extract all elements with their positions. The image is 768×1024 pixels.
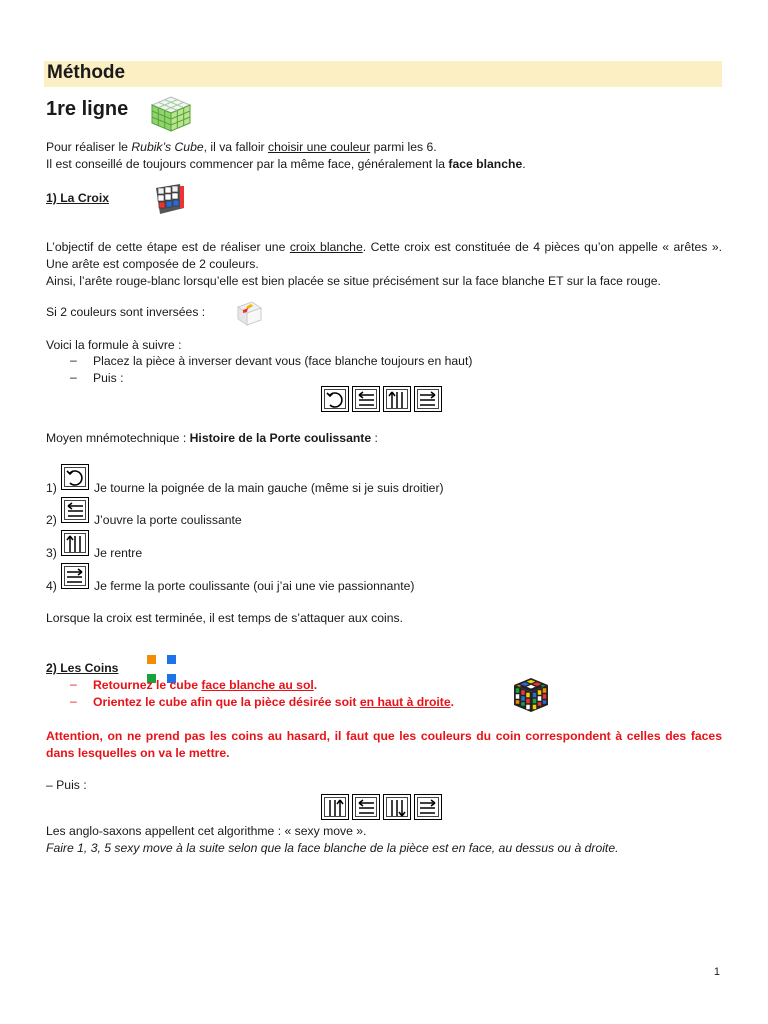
arrow-left-move-icon xyxy=(61,497,89,523)
coins-item-1: Retournez le cube face blanche au sol. xyxy=(93,678,318,692)
list-item: Placez la pièce à inverser devant vous (face blanche toujours en haut) xyxy=(93,354,473,368)
intro-line-1: Pour réaliser le Rubik’s Cube, il va falloir choisir une couleur parmi les 6. xyxy=(46,140,437,154)
step-text: Je ferme la porte coulissante (oui j’ai une vie passionnante) xyxy=(94,579,415,593)
page-title: 1re ligne xyxy=(46,98,129,120)
step-1: 1) xyxy=(46,481,57,495)
step-text: J’ouvre la porte coulissante xyxy=(94,513,242,527)
rotate-left-move-icon xyxy=(61,464,89,490)
step-text: Je tourne la poignée de la main gauche (même si je suis droitier) xyxy=(94,481,444,495)
dash: – xyxy=(70,370,77,384)
arrow-down-move-icon xyxy=(383,794,411,820)
banner-title: Méthode xyxy=(47,62,126,83)
page-number: 1 xyxy=(713,966,720,978)
sexy-move-instruction: Faire 1, 3, 5 sexy move à la suite selon que la face blanche de la pièce est en face, au dessus ou à droite. xyxy=(46,841,619,855)
arrow-left-move-icon xyxy=(352,794,380,820)
formula-intro: Voici la formule à suivre : xyxy=(46,338,182,352)
scrambled-cube-image xyxy=(512,676,550,714)
arrow-left-move-icon xyxy=(352,386,380,412)
dash: – xyxy=(70,694,77,708)
arrow-up-move-icon xyxy=(383,386,411,412)
arrow-right-move-icon xyxy=(414,386,442,412)
intro-line-2: Il est conseillé de toujours commencer par la même face, généralement la face blanche. xyxy=(46,157,526,171)
dash: – xyxy=(70,353,77,367)
cross-cube-image xyxy=(152,182,188,218)
white-face-cube-image xyxy=(150,95,192,133)
croix-conclusion: Lorsque la croix est terminée, il est temps de s’attaquer aux coins. xyxy=(46,611,403,625)
warning-text: Attention, on ne prend pas les coins au hasard, il faut que les couleurs du coin correspondent à celles des faces dans lesquelles on va le mettre. xyxy=(46,729,722,760)
orange-square-icon xyxy=(147,655,156,664)
list-item: Puis : xyxy=(93,371,124,385)
blue-square-icon xyxy=(167,655,176,664)
arrow-up-move-icon xyxy=(321,794,349,820)
step-2: 2) xyxy=(46,513,57,527)
arrow-right-move-icon xyxy=(414,794,442,820)
step-3: 3) xyxy=(46,546,57,560)
coins-heading: 2) Les Coins xyxy=(46,661,119,675)
rotate-left-move-icon xyxy=(321,386,349,412)
edge-piece-image xyxy=(234,299,264,327)
move-sequence-croix xyxy=(321,386,445,413)
section-banner xyxy=(44,61,722,87)
step-text: Je rentre xyxy=(94,546,143,560)
inverted-colors-text: Si 2 couleurs sont inversées : xyxy=(46,305,206,319)
move-sequence-coins xyxy=(321,794,445,821)
dash: – xyxy=(70,677,77,691)
anglo-saxon-text: Les anglo-saxons appellent cet algorithme : « sexy move ». xyxy=(46,824,367,838)
step-4: 4) xyxy=(46,579,57,593)
puis-text: – Puis : xyxy=(46,778,87,792)
croix-heading: 1) La Croix xyxy=(46,191,109,205)
croix-paragraph-1: L’objectif de cette étape est de réaliser une croix blanche. Cette croix est constituée de 4 pièces qu’on appelle « arêtes ». Une arête est composée de 2 couleurs. Ainsi, l’arête rouge-blanc lorsqu’elle est bien placée se situe précisément sur la face blanche ET sur la face rouge. xyxy=(46,240,723,288)
mnemonic-line: Moyen mnémotechnique : Histoire de la Porte coulissante : xyxy=(46,431,378,445)
arrow-up-move-icon xyxy=(61,530,89,556)
coins-item-2: Orientez le cube afin que la pièce désirée soit en haut à droite. xyxy=(93,695,455,709)
arrow-right-move-icon xyxy=(61,563,89,589)
